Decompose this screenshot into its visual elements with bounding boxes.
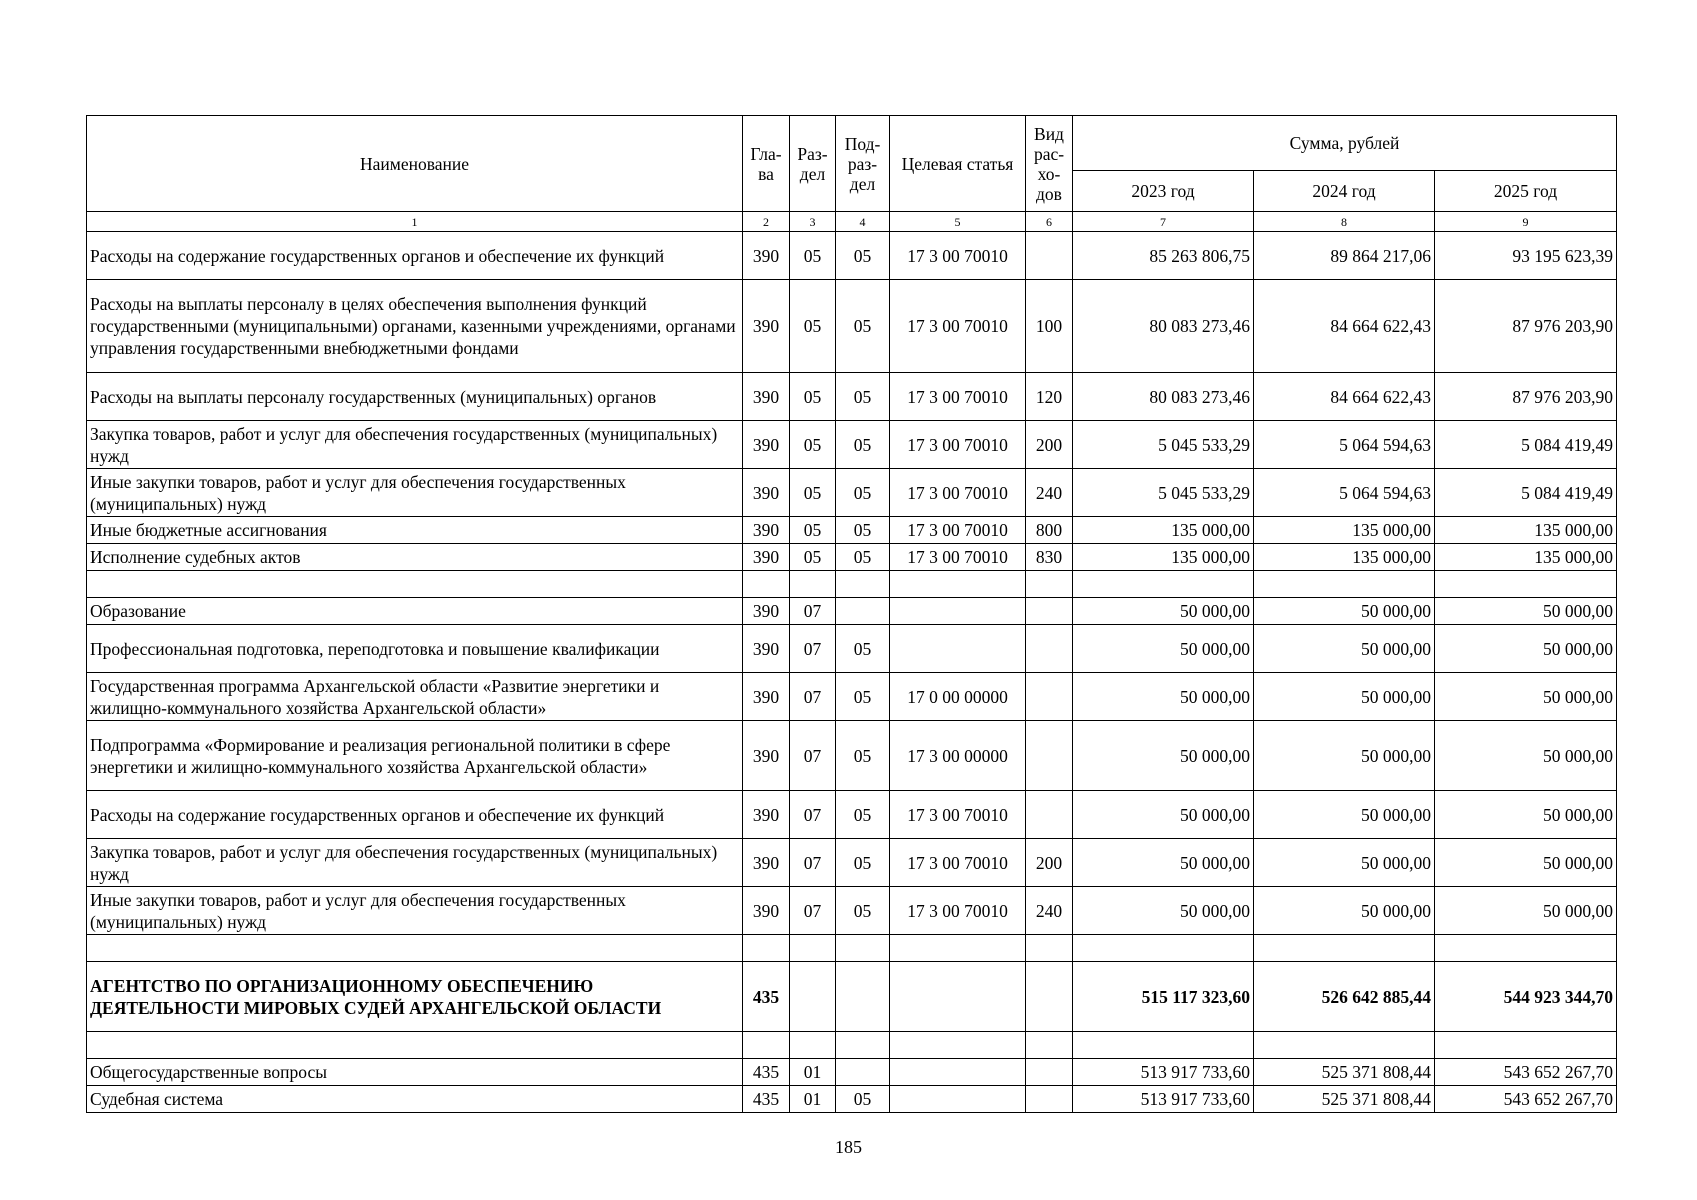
cell-sum-2023: 135 000,00	[1073, 544, 1254, 571]
cell-razdel: 05	[790, 373, 836, 421]
table-row	[87, 571, 1617, 598]
cell-celevaya-statya	[890, 1086, 1026, 1113]
cell-celevaya-statya: 17 3 00 70010	[890, 280, 1026, 373]
cell-podrazdel: 05	[836, 625, 890, 673]
cell-sum-2025: 135 000,00	[1435, 544, 1617, 571]
cell-sum-2024	[1254, 1032, 1435, 1059]
cell-sum-2025: 5 084 419,49	[1435, 421, 1617, 469]
cell-name	[87, 935, 743, 962]
cell-sum-2025	[1435, 571, 1617, 598]
cell-name	[87, 1032, 743, 1059]
cell-sum-2025: 50 000,00	[1435, 673, 1617, 721]
table-row	[87, 280, 1617, 373]
cell-celevaya-statya: 17 3 00 70010	[890, 544, 1026, 571]
cell-podrazdel: 05	[836, 280, 890, 373]
table-row	[87, 598, 1617, 625]
cell-sum-2024: 135 000,00	[1254, 517, 1435, 544]
cell-glava: 435	[743, 1059, 790, 1086]
cell-podrazdel	[836, 962, 890, 1032]
cell-razdel: 07	[790, 839, 836, 887]
table-row	[87, 1086, 1617, 1113]
cell-vid-rashodov	[1026, 962, 1073, 1032]
cell-vid-rashodov: 240	[1026, 887, 1073, 935]
cell-sum-2024: 84 664 622,43	[1254, 373, 1435, 421]
cell-name: Иные закупки товаров, работ и услуг для обеспечения государственных (муниципальных) нужд	[87, 469, 743, 517]
cell-celevaya-statya: 17 3 00 70010	[890, 373, 1026, 421]
table-row	[87, 373, 1617, 421]
cell-name: Закупка товаров, работ и услуг для обеспечения государственных (муниципальных) нужд	[87, 839, 743, 887]
cell-sum-2024: 525 371 808,44	[1254, 1086, 1435, 1113]
cell-sum-2024	[1254, 571, 1435, 598]
budget-table	[86, 115, 1617, 1113]
cell-razdel	[790, 935, 836, 962]
cell-celevaya-statya: 17 3 00 70010	[890, 232, 1026, 280]
table-row	[87, 625, 1617, 673]
table-row	[87, 232, 1617, 280]
cell-sum-2024	[1254, 935, 1435, 962]
cell-podrazdel	[836, 1059, 890, 1086]
cell-razdel: 05	[790, 232, 836, 280]
cell-sum-2024: 5 064 594,63	[1254, 421, 1435, 469]
cell-sum-2025: 50 000,00	[1435, 887, 1617, 935]
cell-glava	[743, 571, 790, 598]
cell-vid-rashodov	[1026, 598, 1073, 625]
cell-razdel: 07	[790, 598, 836, 625]
cell-podrazdel: 05	[836, 232, 890, 280]
cell-vid-rashodov: 240	[1026, 469, 1073, 517]
column-numbers-row	[87, 212, 1617, 232]
cell-sum-2024: 89 864 217,06	[1254, 232, 1435, 280]
cell-name: Исполнение судебных актов	[87, 544, 743, 571]
cell-name: Подпрограмма «Формирование и реализация региональной политики в сфере энергетики и жилищно-коммунального хозяйства Архангельской области»	[87, 721, 743, 791]
cell-glava: 390	[743, 673, 790, 721]
cell-razdel	[790, 571, 836, 598]
cell-vid-rashodov: 120	[1026, 373, 1073, 421]
cell-razdel: 05	[790, 280, 836, 373]
cell-sum-2024: 50 000,00	[1254, 625, 1435, 673]
table-row	[87, 1059, 1617, 1086]
header-podrazdel: Под- раз- дел	[836, 116, 890, 212]
cell-podrazdel: 05	[836, 1086, 890, 1113]
cell-glava: 390	[743, 232, 790, 280]
cell-sum-2023	[1073, 935, 1254, 962]
cell-glava: 390	[743, 421, 790, 469]
cell-celevaya-statya: 17 3 00 70010	[890, 839, 1026, 887]
cell-sum-2025: 50 000,00	[1435, 721, 1617, 791]
cell-vid-rashodov	[1026, 625, 1073, 673]
cell-name: Профессиональная подготовка, переподготовка и повышение квалификации	[87, 625, 743, 673]
cell-sum-2023: 515 117 323,60	[1073, 962, 1254, 1032]
column-number: 2	[743, 212, 790, 232]
cell-glava: 390	[743, 517, 790, 544]
cell-sum-2025: 50 000,00	[1435, 625, 1617, 673]
cell-sum-2024: 5 064 594,63	[1254, 469, 1435, 517]
cell-name: АГЕНТСТВО ПО ОРГАНИЗАЦИОННОМУ ОБЕСПЕЧЕНИЮ ДЕЯТЕЛЬНОСТИ МИРОВЫХ СУДЕЙ АРХАНГЕЛЬСКОЙ ОБЛАСТИ	[87, 962, 743, 1032]
cell-sum-2023: 50 000,00	[1073, 721, 1254, 791]
cell-celevaya-statya: 17 0 00 00000	[890, 673, 1026, 721]
cell-name	[87, 571, 743, 598]
cell-sum-2025: 50 000,00	[1435, 791, 1617, 839]
column-number: 8	[1254, 212, 1435, 232]
cell-glava: 390	[743, 373, 790, 421]
cell-celevaya-statya: 17 3 00 70010	[890, 887, 1026, 935]
cell-sum-2025	[1435, 935, 1617, 962]
column-number: 4	[836, 212, 890, 232]
cell-sum-2025: 50 000,00	[1435, 598, 1617, 625]
cell-sum-2024: 50 000,00	[1254, 791, 1435, 839]
cell-podrazdel: 05	[836, 421, 890, 469]
cell-name: Иные закупки товаров, работ и услуг для обеспечения государственных (муниципальных) нужд	[87, 887, 743, 935]
cell-celevaya-statya: 17 3 00 70010	[890, 421, 1026, 469]
cell-podrazdel: 05	[836, 517, 890, 544]
cell-celevaya-statya	[890, 571, 1026, 598]
cell-sum-2023	[1073, 571, 1254, 598]
cell-vid-rashodov	[1026, 1086, 1073, 1113]
cell-name: Государственная программа Архангельской области «Развитие энергетики и жилищно-коммунального хозяйства Архангельской области»	[87, 673, 743, 721]
cell-celevaya-statya: 17 3 00 70010	[890, 791, 1026, 839]
cell-razdel: 07	[790, 673, 836, 721]
cell-razdel: 05	[790, 517, 836, 544]
cell-glava: 390	[743, 791, 790, 839]
cell-sum-2025: 5 084 419,49	[1435, 469, 1617, 517]
cell-razdel: 01	[790, 1059, 836, 1086]
cell-sum-2025: 50 000,00	[1435, 839, 1617, 887]
cell-glava: 390	[743, 544, 790, 571]
cell-podrazdel	[836, 571, 890, 598]
page-number: 185	[835, 1137, 862, 1157]
cell-name: Иные бюджетные ассигнования	[87, 517, 743, 544]
header-vid-rashodov: Вид рас- хо- дов	[1026, 116, 1073, 212]
cell-vid-rashodov	[1026, 935, 1073, 962]
column-number: 7	[1073, 212, 1254, 232]
cell-name: Расходы на содержание государственных органов и обеспечение их функций	[87, 232, 743, 280]
cell-sum-2025	[1435, 1032, 1617, 1059]
cell-name: Общегосударственные вопросы	[87, 1059, 743, 1086]
header-summa: Сумма, рублей	[1073, 116, 1617, 171]
cell-razdel: 01	[790, 1086, 836, 1113]
cell-sum-2023: 80 083 273,46	[1073, 373, 1254, 421]
cell-sum-2023: 50 000,00	[1073, 839, 1254, 887]
cell-sum-2024: 50 000,00	[1254, 887, 1435, 935]
cell-sum-2023: 50 000,00	[1073, 598, 1254, 625]
column-number: 3	[790, 212, 836, 232]
cell-glava: 390	[743, 839, 790, 887]
cell-razdel: 07	[790, 625, 836, 673]
cell-podrazdel	[836, 1032, 890, 1059]
cell-sum-2023: 85 263 806,75	[1073, 232, 1254, 280]
cell-vid-rashodov	[1026, 571, 1073, 598]
cell-sum-2025: 543 652 267,70	[1435, 1059, 1617, 1086]
table-row	[87, 935, 1617, 962]
cell-vid-rashodov	[1026, 1059, 1073, 1086]
cell-sum-2023: 513 917 733,60	[1073, 1086, 1254, 1113]
cell-celevaya-statya	[890, 935, 1026, 962]
cell-vid-rashodov	[1026, 673, 1073, 721]
table-row	[87, 469, 1617, 517]
cell-sum-2024: 84 664 622,43	[1254, 280, 1435, 373]
column-number: 1	[87, 212, 743, 232]
cell-sum-2025: 135 000,00	[1435, 517, 1617, 544]
cell-vid-rashodov	[1026, 232, 1073, 280]
cell-sum-2023: 50 000,00	[1073, 625, 1254, 673]
table-row	[87, 962, 1617, 1032]
cell-glava	[743, 935, 790, 962]
cell-sum-2025: 544 923 344,70	[1435, 962, 1617, 1032]
cell-podrazdel: 05	[836, 544, 890, 571]
cell-razdel: 07	[790, 791, 836, 839]
cell-glava: 390	[743, 469, 790, 517]
cell-sum-2023: 50 000,00	[1073, 887, 1254, 935]
table-header	[87, 116, 1617, 232]
cell-podrazdel	[836, 598, 890, 625]
cell-razdel: 05	[790, 421, 836, 469]
table-row	[87, 839, 1617, 887]
cell-sum-2023: 5 045 533,29	[1073, 421, 1254, 469]
cell-sum-2023: 135 000,00	[1073, 517, 1254, 544]
cell-podrazdel	[836, 935, 890, 962]
cell-podrazdel: 05	[836, 839, 890, 887]
cell-podrazdel: 05	[836, 887, 890, 935]
cell-name: Образование	[87, 598, 743, 625]
cell-razdel	[790, 962, 836, 1032]
cell-celevaya-statya	[890, 962, 1026, 1032]
cell-celevaya-statya: 17 3 00 70010	[890, 517, 1026, 544]
cell-razdel: 05	[790, 469, 836, 517]
cell-podrazdel: 05	[836, 721, 890, 791]
cell-celevaya-statya: 17 3 00 70010	[890, 469, 1026, 517]
cell-glava: 435	[743, 962, 790, 1032]
cell-celevaya-statya: 17 3 00 00000	[890, 721, 1026, 791]
cell-sum-2024: 50 000,00	[1254, 721, 1435, 791]
table-row	[87, 791, 1617, 839]
cell-sum-2025: 93 195 623,39	[1435, 232, 1617, 280]
table-body	[87, 232, 1617, 1113]
cell-celevaya-statya	[890, 625, 1026, 673]
cell-sum-2025: 87 976 203,90	[1435, 373, 1617, 421]
cell-vid-rashodov	[1026, 721, 1073, 791]
table-row	[87, 721, 1617, 791]
table-row	[87, 887, 1617, 935]
cell-podrazdel: 05	[836, 791, 890, 839]
cell-glava: 390	[743, 280, 790, 373]
table-row	[87, 673, 1617, 721]
cell-sum-2023: 5 045 533,29	[1073, 469, 1254, 517]
cell-sum-2023: 50 000,00	[1073, 791, 1254, 839]
cell-glava: 435	[743, 1086, 790, 1113]
cell-sum-2024: 50 000,00	[1254, 673, 1435, 721]
header-razdel: Раз- дел	[790, 116, 836, 212]
cell-sum-2023: 80 083 273,46	[1073, 280, 1254, 373]
cell-vid-rashodov	[1026, 791, 1073, 839]
header-year-2023: 2023 год	[1073, 171, 1254, 212]
cell-sum-2023: 50 000,00	[1073, 673, 1254, 721]
cell-sum-2025: 543 652 267,70	[1435, 1086, 1617, 1113]
cell-glava	[743, 1032, 790, 1059]
cell-razdel: 05	[790, 544, 836, 571]
header-year-2024: 2024 год	[1254, 171, 1435, 212]
cell-sum-2023	[1073, 1032, 1254, 1059]
cell-sum-2024: 525 371 808,44	[1254, 1059, 1435, 1086]
table-row	[87, 517, 1617, 544]
cell-name: Расходы на выплаты персоналу государственных (муниципальных) органов	[87, 373, 743, 421]
cell-name: Судебная система	[87, 1086, 743, 1113]
cell-glava: 390	[743, 625, 790, 673]
cell-vid-rashodov: 200	[1026, 839, 1073, 887]
cell-sum-2024: 526 642 885,44	[1254, 962, 1435, 1032]
cell-vid-rashodov: 100	[1026, 280, 1073, 373]
cell-vid-rashodov: 200	[1026, 421, 1073, 469]
cell-celevaya-statya	[890, 1059, 1026, 1086]
cell-name: Расходы на содержание государственных органов и обеспечение их функций	[87, 791, 743, 839]
header-glava: Гла- ва	[743, 116, 790, 212]
cell-sum-2024: 50 000,00	[1254, 598, 1435, 625]
cell-razdel: 07	[790, 887, 836, 935]
cell-vid-rashodov: 800	[1026, 517, 1073, 544]
cell-sum-2023: 513 917 733,60	[1073, 1059, 1254, 1086]
table-row	[87, 421, 1617, 469]
cell-name: Закупка товаров, работ и услуг для обеспечения государственных (муниципальных) нужд	[87, 421, 743, 469]
cell-glava: 390	[743, 721, 790, 791]
table-row	[87, 1032, 1617, 1059]
cell-sum-2024: 135 000,00	[1254, 544, 1435, 571]
cell-sum-2024: 50 000,00	[1254, 839, 1435, 887]
cell-celevaya-statya	[890, 1032, 1026, 1059]
cell-vid-rashodov	[1026, 1032, 1073, 1059]
column-number: 9	[1435, 212, 1617, 232]
cell-razdel: 07	[790, 721, 836, 791]
header-name: Наименование	[87, 116, 743, 212]
header-celevaya-statya: Целевая статья	[890, 116, 1026, 212]
cell-glava: 390	[743, 887, 790, 935]
cell-razdel	[790, 1032, 836, 1059]
column-number: 6	[1026, 212, 1073, 232]
cell-podrazdel: 05	[836, 469, 890, 517]
cell-podrazdel: 05	[836, 673, 890, 721]
column-number: 5	[890, 212, 1026, 232]
header-year-2025: 2025 год	[1435, 171, 1617, 212]
cell-glava: 390	[743, 598, 790, 625]
cell-celevaya-statya	[890, 598, 1026, 625]
cell-podrazdel: 05	[836, 373, 890, 421]
table-row	[87, 544, 1617, 571]
cell-sum-2025: 87 976 203,90	[1435, 280, 1617, 373]
cell-name: Расходы на выплаты персоналу в целях обеспечения выполнения функций государственными (муниципальными) органами, казенными учреждениями, органами управления государственными внебюджетными фондами	[87, 280, 743, 373]
cell-vid-rashodov: 830	[1026, 544, 1073, 571]
